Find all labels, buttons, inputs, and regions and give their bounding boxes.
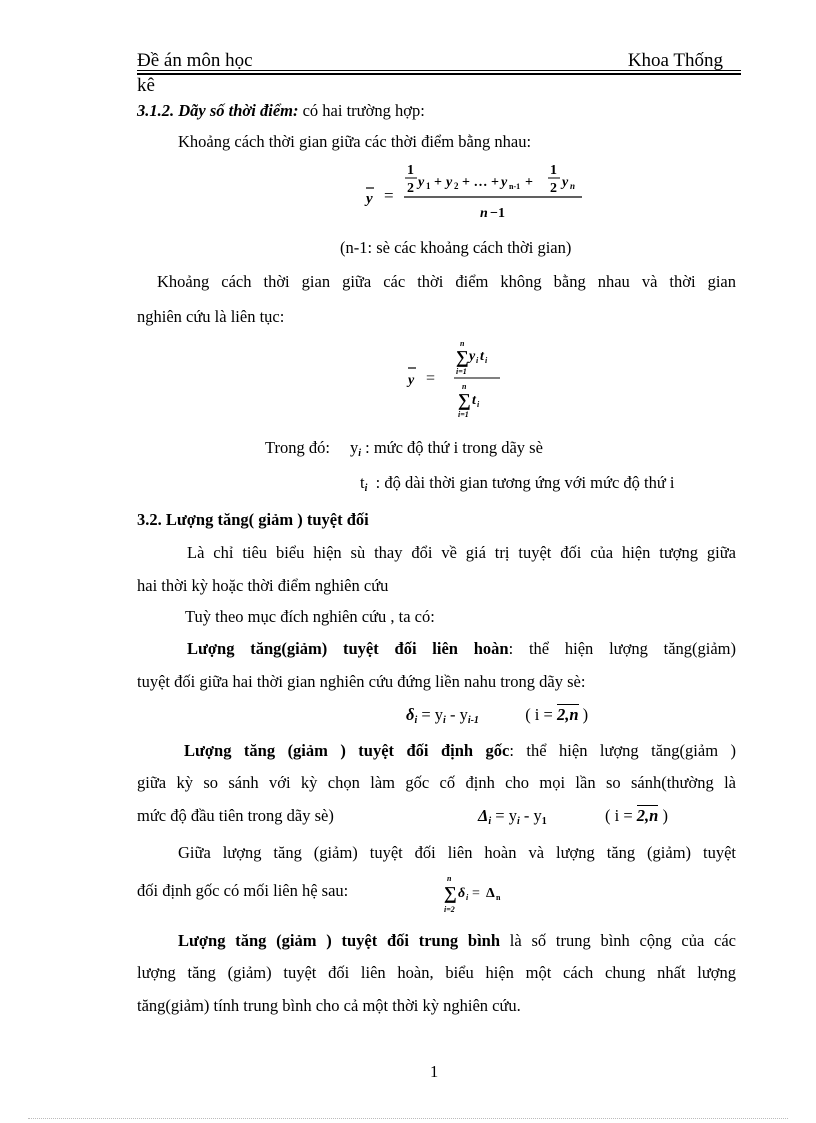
chain-range-open: ( i = [525, 705, 557, 724]
where-yi-line [265, 438, 543, 459]
capital-delta-symbol: Δ [478, 806, 489, 825]
svg-text:i=1: i=1 [456, 367, 467, 376]
svg-text:t: t [480, 349, 484, 364]
where-label: Trong đó: [265, 438, 330, 457]
delta-symbol: δ [406, 705, 415, 724]
svg-text:y: y [366, 191, 373, 207]
svg-text:i: i [485, 356, 488, 365]
base-range-value: 2,n [636, 806, 659, 825]
page-header [137, 50, 741, 74]
section-312-heading [137, 101, 425, 121]
chain-def-rest: : thể hiện lượng tăng(giảm) [508, 639, 736, 658]
svg-text:y: y [418, 175, 425, 190]
footer-rule [28, 1118, 788, 1119]
svg-text:i=2: i=2 [444, 905, 455, 914]
relation-line1: Giữa lượng tăng (giảm) tuyệt đối liên hoàn và lượng tăng (giảm) tuyệt [178, 843, 736, 862]
svg-text:δ: δ [458, 886, 466, 901]
header-course-title: Đề án môn học [137, 50, 253, 71]
svg-text:t: t [472, 393, 476, 408]
chain-term: Lượng tăng(giảm) tuyệt đối liên hoàn [187, 639, 509, 658]
svg-text:y: y [469, 349, 476, 364]
svg-text:n: n [447, 874, 452, 883]
avg-def-line2: lượng tăng (giảm) tuyệt đối liên hoàn, biểu hiện một cách chung nhất lượng [137, 963, 736, 982]
svg-text:∑: ∑ [444, 883, 457, 903]
svg-text:i: i [477, 400, 480, 409]
avg-term: Lượng tăng (giảm ) tuyệt đối trung bình [178, 931, 501, 950]
header-faculty-continued: kê [137, 75, 155, 96]
base-def-line3: mức độ đầu tiên trong dãy sè) [137, 806, 334, 825]
svg-text:i=1: i=1 [458, 410, 469, 419]
svg-text:i: i [466, 893, 469, 902]
svg-text:1: 1 [550, 163, 557, 178]
svg-text:n: n [462, 382, 467, 391]
chain-def-line2: tuyệt đối giữa hai thời gian nghiên cứu đứng liền nahu trong dãy sè: [137, 672, 586, 691]
case1-text: Khoảng cách thời gian giữa các thời điểm bằng nhau: [178, 132, 532, 151]
formula-mean-unequal-intervals [402, 338, 512, 420]
svg-text:2: 2 [407, 181, 414, 196]
svg-text:i: i [476, 356, 479, 365]
chain-range-close: ) [578, 705, 589, 724]
svg-text:+ … +: + … + [462, 175, 499, 190]
svg-text:∑: ∑ [458, 390, 471, 410]
formula1-note: (n-1: sè các khoảng cách thời gian) [340, 238, 572, 257]
where-ti-line [360, 473, 675, 494]
avg-def-line1 [178, 931, 736, 951]
svg-text:1: 1 [426, 181, 431, 191]
ti-symbol: $t_i$ [360, 473, 368, 494]
base-def-rest: : thể hiện lượng tăng(giảm ) [509, 741, 736, 760]
formula-mean-equal-intervals [362, 158, 592, 228]
svg-text:=: = [472, 886, 480, 901]
chain-formula-minus: - y [445, 705, 468, 724]
base-formula: $\Delta_i = y_i - y1$ ( i = 2,n ) [478, 806, 668, 827]
case2-text-line1: Khoảng cách thời gian giữa các thời điểm không bằng nhau và thời gian [157, 272, 736, 291]
page-number: 1 [430, 1062, 439, 1081]
case2-text-line2: nghiên cứu là liên tục: [137, 307, 285, 326]
chain-formula: $\delta_i = y_i - y_{i-1}$ ( i = 2,n ) [406, 705, 589, 726]
section-312-title-rest: có hai trường hợp: [298, 101, 425, 120]
svg-text:n-1: n-1 [509, 182, 521, 191]
avg-def-line3: tăng(giảm) tính trung bình cho cả một thời kỳ nghiên cứu. [137, 996, 521, 1015]
chain-range-value: 2,n [556, 705, 579, 724]
formula-sum-deltas [442, 872, 522, 918]
header-rule [137, 70, 741, 71]
svg-text:+: + [525, 175, 533, 190]
svg-text:=: = [426, 370, 436, 387]
section-32-heading: 3.2. Lượng tăng( giảm ) tuyệt đối [137, 510, 369, 529]
svg-text:n: n [496, 893, 501, 902]
svg-text:y: y [562, 175, 569, 190]
ti-description: : độ dài thời gian tương ứng với mức độ thứ i [375, 473, 675, 492]
svg-text:∑: ∑ [456, 347, 469, 367]
section-32-p1-line2: hai thời kỳ hoặc thời điểm nghiên cứu [137, 576, 389, 595]
section-32-p2: Tuỳ theo mục đích nghiên cứu , ta có: [185, 607, 435, 626]
svg-text:Δ: Δ [486, 886, 495, 901]
base-def-line2: giữa kỳ so sánh với kỳ chọn làm gốc cố định cho mọi lần so sánh(thường là [137, 773, 736, 792]
section-32-p1-line1: Là chỉ tiêu biểu hiện sù thay đổi về giá trị tuyệt đối của hiện tượng giữa [187, 543, 736, 562]
svg-text:n: n [570, 181, 576, 191]
svg-text:n: n [460, 339, 465, 348]
svg-text:=: = [384, 186, 394, 205]
chain-formula-eq: = y [421, 705, 444, 724]
svg-text:−1: −1 [490, 206, 505, 221]
yi-symbol: $y_i$ [349, 438, 361, 459]
svg-text:n: n [480, 206, 488, 221]
chain-def-line1 [187, 639, 736, 659]
base-def-line1 [184, 741, 736, 761]
svg-text:2: 2 [454, 181, 459, 191]
svg-text:+: + [434, 175, 442, 190]
svg-text:y: y [446, 175, 453, 190]
base-term: Lượng tăng (giảm ) tuyệt đối định gốc [184, 741, 510, 760]
relation-line2: đối định gốc có mối liên hệ sau: [137, 881, 349, 900]
yi-description: : mức độ thứ i trong dãy sè [365, 438, 543, 457]
header-rule-thick [137, 73, 741, 75]
section-312-title: 3.1.2. Dãy số thời điểm: [137, 101, 299, 120]
avg-def-rest: là số trung bình cộng của các [500, 931, 736, 950]
svg-text:1: 1 [407, 163, 414, 178]
svg-text:y: y [408, 373, 415, 388]
svg-text:y: y [501, 175, 508, 190]
svg-text:2: 2 [550, 181, 557, 196]
header-faculty: Khoa Thống [627, 50, 723, 71]
